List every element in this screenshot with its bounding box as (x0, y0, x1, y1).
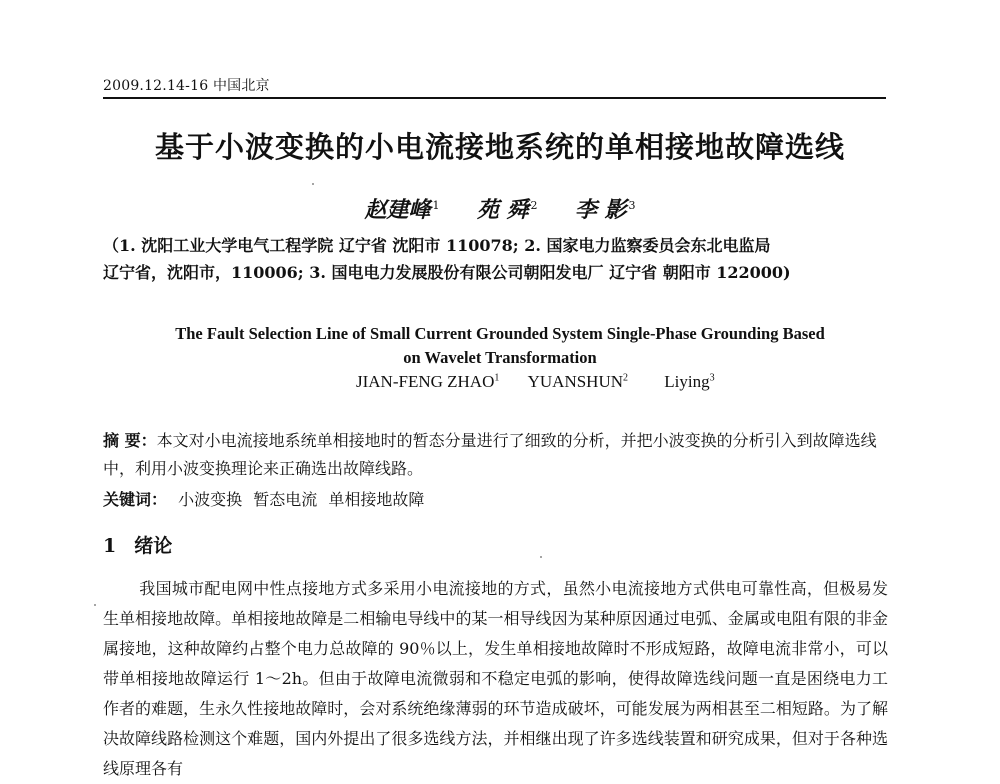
author-affiliation-mark: 2 (530, 198, 538, 212)
affiliations (103, 232, 893, 286)
author-name: 李 影 (574, 197, 627, 223)
keyword: 单相接地故障 (328, 490, 425, 509)
paper-title: 基于小波变换的小电流接地系统的单相接地故障选线 (154, 130, 845, 164)
author-name: 赵建峰 (364, 197, 431, 223)
scan-speck (94, 604, 96, 606)
keywords-label: 关键词： (103, 490, 168, 509)
keyword: 小波变换 (178, 490, 243, 509)
abstract-text: 本文对小电流接地系统单相接地时的暂态分量进行了细致的分析，并把小波变换的分析引入到故障选线中，利用小波变换理论来正确选出故障线路。 (103, 431, 877, 478)
affiliation-line: 辽宁省，沈阳市，110006; 3. 国电电力发展股份有限公司朝阳发电厂 辽宁省 朝阳市 122000) (103, 263, 791, 282)
english-author-mark: 3 (709, 372, 715, 384)
english-author-name: Liying (664, 372, 710, 391)
english-author-list (356, 372, 715, 392)
english-title-line: The Fault Selection Line of Small Current Grounded System Single-Phase Grounding Based (175, 324, 825, 343)
paragraph-text: 我国城市配电网中性点接地方式多采用小电流接地的方式，虽然小电流接地方式供电可靠性高，但极易发生单相接地故障。单相接地故障是二相输电导线中的某一相导线因为某种原因通过电弧、金属或电阻有限的非金属接地，这种故障约占整个电力总故障的 90％以上，发生单相接地故障时不形成短路，故障电流非常小，可以带单相接地故障运行 1～2h。但由于故障电流微弱和不稳定电弧的影响，使得故障选线问题一直是困绕电力工作者的难题，生永久性接地故障时，会对系统绝缘薄弱的环节造成破坏，可能发展为两相甚至二相短路。为了解决故障线路检测这个难题，国内外提出了很多选线方法，并相继出现了许多选线装置和研究成果，但对于各种选线原理各有 (103, 579, 888, 778)
body-paragraph (103, 574, 888, 784)
keyword: 暂态电流 (253, 490, 318, 509)
section-title: 绪论 (134, 535, 173, 557)
author-list (0, 193, 1000, 224)
conference-date-location: 2009.12.14-16 中国北京 (103, 78, 270, 94)
author-name: 苑 舜 (476, 197, 529, 223)
section-heading (103, 531, 172, 558)
english-title-line: on Wavelet Transformation (403, 348, 597, 367)
author-affiliation-mark: 3 (628, 198, 636, 212)
english-author-mark: 1 (494, 372, 500, 384)
scan-speck (540, 556, 542, 558)
author-affiliation-mark: 1 (432, 198, 440, 212)
english-title (0, 322, 1000, 370)
header-rule (103, 97, 886, 99)
english-author-mark: 2 (623, 372, 629, 384)
section-number: 1 (103, 535, 117, 557)
english-author-name: JIAN-FENG ZHAO (356, 372, 495, 391)
english-author-name: YUANSHUN (527, 372, 624, 391)
abstract (103, 427, 888, 483)
affiliation-line: （1. 沈阳工业大学电气工程学院 辽宁省 沈阳市 110078; 2. 国家电力监察委员会东北电监局 (103, 236, 771, 255)
scan-speck (312, 183, 314, 185)
keywords (103, 487, 424, 510)
abstract-label: 摘 要： (103, 431, 157, 450)
